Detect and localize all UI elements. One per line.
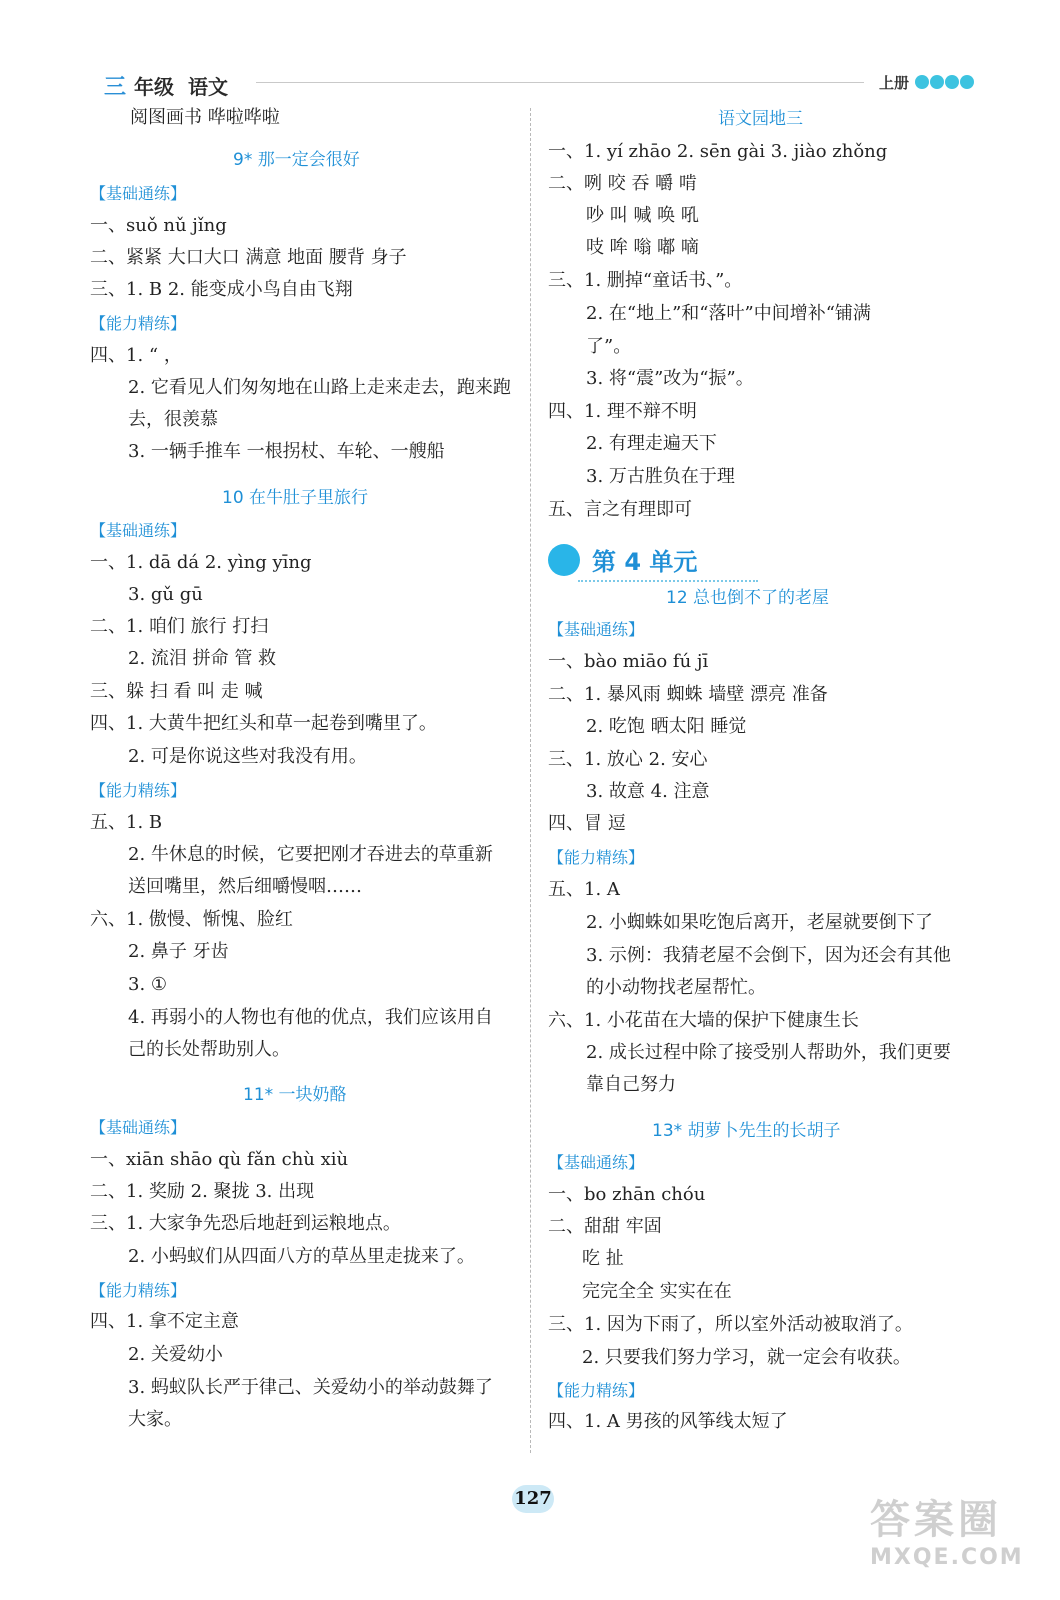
lesson-title: 13* 胡萝卜先生的长胡子 bbox=[652, 1121, 841, 1141]
answer-line: 二、1. 奖励 2. 聚拢 3. 出现 bbox=[90, 1181, 315, 1202]
answer-line: 了”。 bbox=[586, 336, 632, 357]
watermark-text-bottom: MXQE.COM bbox=[870, 1545, 1024, 1570]
answer-line: 2. 成长过程中除了接受别人帮助外，我们更要 bbox=[586, 1042, 951, 1063]
answer-line: 一、bo zhān chóu bbox=[548, 1184, 706, 1205]
answer-line: 3. 示例：我猜老屋不会倒下，因为还会有其他 bbox=[586, 945, 951, 966]
answer-line: 六、1. 傲慢、惭愧、脸红 bbox=[90, 909, 293, 930]
watermark-text-top: 答案圈 bbox=[870, 1497, 1002, 1543]
answer-line: 三、1. 放心 2. 安心 bbox=[548, 749, 708, 770]
answer-line: 完完全全 实实在在 bbox=[582, 1281, 732, 1302]
answer-line: 3. 万古胜负在于理 bbox=[586, 466, 735, 487]
answer-line: 四、1. 拿不定主意 bbox=[90, 1311, 239, 1332]
page-number: 127 bbox=[512, 1485, 554, 1513]
section-tag: 【能力精练】 bbox=[90, 314, 187, 333]
answer-line: 六、1. 小花苗在大墙的保护下健康生长 bbox=[548, 1010, 859, 1031]
answer-line: 二、1. 咱们 旅行 打扫 bbox=[90, 616, 269, 637]
answer-line: 一、1. dā dá 2. yìng yīng bbox=[90, 552, 312, 573]
answer-line: 己的长处帮助别人。 bbox=[128, 1039, 290, 1060]
answer-line: 靠自己努力 bbox=[586, 1074, 676, 1095]
answer-line: 四、冒 逗 bbox=[548, 813, 626, 834]
lesson-title: 语文园地三 bbox=[718, 109, 803, 129]
answer-line: 2. 关爱幼小 bbox=[128, 1344, 223, 1365]
answer-line: 2. 有理走遍天下 bbox=[586, 433, 717, 454]
volume-label: 上册 bbox=[879, 74, 910, 92]
answer-line: 3. 将“震”改为“振”。 bbox=[586, 368, 754, 389]
section-tag: 【基础通练】 bbox=[90, 184, 187, 203]
answer-line: 3. gǔ gū bbox=[128, 584, 203, 605]
answer-line: 4. 再弱小的人物也有他的优点，我们应该用自 bbox=[128, 1007, 493, 1028]
answer-line: 吵 叫 喊 唤 吼 bbox=[586, 205, 699, 226]
lesson-title: 9* 那一定会很好 bbox=[233, 150, 360, 170]
answer-line: 送回嘴里，然后细嚼慢咽…… bbox=[128, 876, 362, 897]
answer-line: 一、suǒ nǔ jǐng bbox=[90, 215, 227, 236]
answer-line: 去，很羡慕 bbox=[128, 409, 218, 430]
answer-line: 吱 哞 嗡 嘟 嘀 bbox=[586, 237, 699, 258]
answer-line: 一、xiān shāo qù fǎn chù xiù bbox=[90, 1149, 349, 1170]
answer-line: 三、1. 因为下雨了，所以室外活动被取消了。 bbox=[548, 1314, 913, 1335]
answer-line: 2. 可是你说这些对我没有用。 bbox=[128, 746, 367, 767]
answer-line: 吃 扯 bbox=[582, 1248, 624, 1269]
section-tag: 【基础通练】 bbox=[90, 1118, 187, 1137]
answer-line: 3. 故意 4. 注意 bbox=[586, 781, 710, 802]
section-tag: 【能力精练】 bbox=[90, 781, 187, 800]
column-divider bbox=[530, 108, 531, 1453]
grade-label: 年级 bbox=[134, 75, 175, 99]
answer-line: 一、bào miāo fú jī bbox=[548, 651, 709, 672]
section-tag: 【基础通练】 bbox=[90, 521, 187, 540]
answer-line: 四、1. 大黄牛把红头和草一起卷到嘴里了。 bbox=[90, 713, 437, 734]
subject-label: 语文 bbox=[188, 75, 229, 99]
lesson-title: 11* 一块奶酪 bbox=[243, 1085, 347, 1105]
answer-line: 三、1. 删掉“童话书、”。 bbox=[548, 270, 743, 291]
section-tag: 【基础通练】 bbox=[548, 620, 645, 639]
answer-line: 二、1. 暴风雨 蜘蛛 墙壁 漂亮 准备 bbox=[548, 684, 828, 705]
answer-line: 大家。 bbox=[128, 1409, 182, 1430]
answer-line: 四、1. A 男孩的风筝线太短了 bbox=[548, 1411, 788, 1432]
answer-line: 2. 流泪 拼命 管 救 bbox=[128, 648, 277, 669]
answer-line: 2. 吃饱 晒太阳 睡觉 bbox=[586, 716, 747, 737]
answer-line: 四、1. 理不辩不明 bbox=[548, 401, 697, 422]
section-tag: 【能力精练】 bbox=[548, 1381, 645, 1400]
answer-line: 阅图画书 哗啦哗啦 bbox=[130, 107, 280, 128]
lesson-title: 12 总也倒不了的老屋 bbox=[666, 588, 830, 608]
answer-line: 三、1. B 2. 能变成小鸟自由飞翔 bbox=[90, 279, 353, 300]
page-header bbox=[0, 0, 1060, 100]
answer-line: 三、躲 扫 看 叫 走 喊 bbox=[90, 681, 263, 702]
unit-underline bbox=[578, 580, 758, 582]
watermark-logo bbox=[870, 1488, 1038, 1570]
answer-line: 的小动物找老屋帮忙。 bbox=[586, 977, 766, 998]
answer-line: 一、1. yí zhāo 2. sēn gài 3. jiào zhǒng bbox=[548, 141, 888, 162]
grade-subject-label bbox=[104, 70, 228, 101]
answer-line: 2. 鼻子 牙齿 bbox=[128, 941, 229, 962]
answer-line: 2. 它看见人们匆匆地在山路上走来走去，跑来跑 bbox=[128, 377, 511, 398]
answer-line: 五、1. B bbox=[90, 812, 163, 833]
answer-line: 2. 小蚂蚁们从四面八方的草丛里走拢来了。 bbox=[128, 1246, 475, 1267]
answer-line: 3. ① bbox=[128, 974, 168, 995]
unit-circle-icon bbox=[548, 544, 580, 576]
answer-line: 五、言之有理即可 bbox=[548, 499, 692, 520]
answer-line: 2. 只要我们努力学习，就一定会有收获。 bbox=[582, 1347, 911, 1368]
grade-number: 三 bbox=[104, 75, 127, 100]
answer-line: 三、1. 大家争先恐后地赶到运粮地点。 bbox=[90, 1213, 401, 1234]
section-tag: 【基础通练】 bbox=[548, 1153, 645, 1172]
answer-line: 2. 牛休息的时候，它要把刚才吞进去的草重新 bbox=[128, 844, 493, 865]
answer-line: 二、咧 咬 吞 嚼 啃 bbox=[548, 173, 697, 194]
answer-line: 五、1. A bbox=[548, 879, 620, 900]
answer-line: 二、甜甜 牢固 bbox=[548, 1216, 662, 1237]
answer-line: 二、紧紧 大口大口 满意 地面 腰背 身子 bbox=[90, 247, 407, 268]
unit-heading bbox=[548, 542, 697, 577]
unit-title: 第 4 单元 bbox=[592, 548, 698, 576]
header-rule bbox=[256, 82, 864, 83]
answer-line: 2. 在“地上”和“落叶”中间增补“铺满 bbox=[586, 303, 871, 324]
answer-line: 3. 蚂蚁队长严于律己、关爱幼小的举动鼓舞了 bbox=[128, 1377, 493, 1398]
lesson-title: 10 在牛肚子里旅行 bbox=[222, 488, 369, 508]
answer-line: 2. 小蜘蛛如果吃饱后离开，老屋就要倒下了 bbox=[586, 912, 933, 933]
answer-line: 3. 一辆手推车 一根拐杖、车轮、一艘船 bbox=[128, 441, 445, 462]
section-tag: 【能力精练】 bbox=[548, 848, 645, 867]
section-tag: 【能力精练】 bbox=[90, 1281, 187, 1300]
brand-dots-icon bbox=[915, 75, 974, 89]
answer-line: 四、1. “ ， bbox=[90, 345, 182, 366]
